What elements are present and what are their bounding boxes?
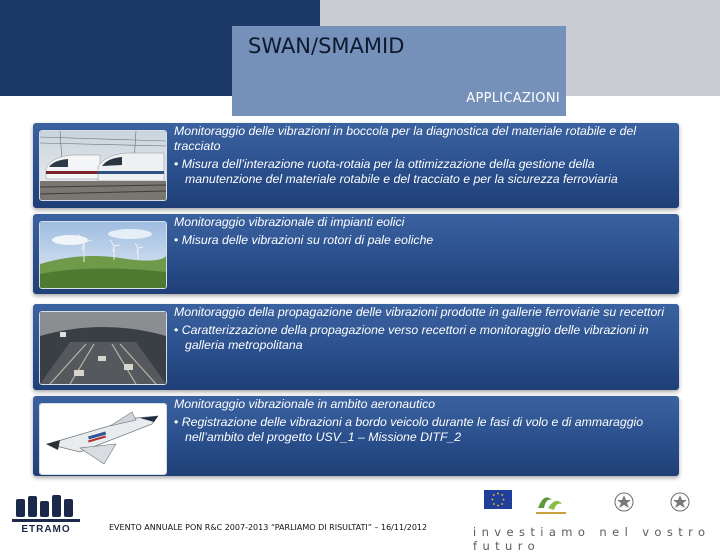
- application-bullet: • Registrazione delle vibrazioni a bordo veicolo durante le fasi di volo e di ammaraggio nell’ambito del progetto USV_1 – Missione DITF_2: [174, 415, 675, 445]
- application-band-aerospace: [33, 396, 679, 476]
- application-text-tunnel: [174, 305, 675, 353]
- application-heading: Monitoraggio delle vibrazioni in boccola per la diagnostica del materiale rotabile e del tracciato: [174, 124, 637, 153]
- footer-slogan: investiamo nel vostro futuro: [473, 525, 711, 553]
- eu-flag-icon: [484, 490, 512, 509]
- application-heading: Monitoraggio vibrazionale di impianti eolici: [174, 215, 405, 229]
- application-bullet: • Misura delle vibrazioni su rotori di pale eoliche: [174, 233, 675, 248]
- railway-tunnel-image: [39, 311, 167, 385]
- application-text-wind: [174, 215, 675, 248]
- italian-emblem-icon: [615, 493, 633, 511]
- application-bullet: • Caratterizzazione della propagazione verso recettori e monitoraggio delle vibrazioni in galleria metropolitana: [174, 323, 675, 353]
- space-vehicle-image: [39, 403, 167, 475]
- ministry-emblem-icon: [671, 493, 689, 511]
- svg-text:ETRAMO: ETRAMO: [21, 524, 71, 533]
- partner-logos: [530, 488, 710, 527]
- application-text-aerospace: [174, 397, 675, 445]
- application-heading: Monitoraggio vibrazionale in ambito aeronautico: [174, 397, 436, 411]
- application-band-tunnel: [33, 304, 679, 390]
- application-band-rail: [33, 123, 679, 208]
- section-subtitle: APPLICAZIONI: [466, 91, 560, 106]
- high-speed-train-image: [39, 130, 167, 201]
- page-title: SWAN/SMAMID: [248, 34, 405, 58]
- event-caption: EVENTO ANNUALE PON R&C 2007-2013 “PARLIAMO DI RISULTATI” – 16/11/2012: [109, 523, 428, 532]
- application-heading: Monitoraggio della propagazione delle vibrazioni prodotte in gallerie ferroviarie su recettori: [174, 305, 665, 319]
- wind-farm-image: [39, 221, 167, 289]
- application-text-rail: [174, 124, 675, 187]
- etramo-logo: [12, 493, 84, 538]
- investire-sviluppo-icon: [536, 497, 566, 514]
- application-band-wind: [33, 214, 679, 294]
- application-bullet: • Misura dell’interazione ruota-rotaia per la ottimizzazione della gestione della manutenzione del materiale rotabile e del tracciato e per la sicurezza ferroviaria: [174, 157, 675, 187]
